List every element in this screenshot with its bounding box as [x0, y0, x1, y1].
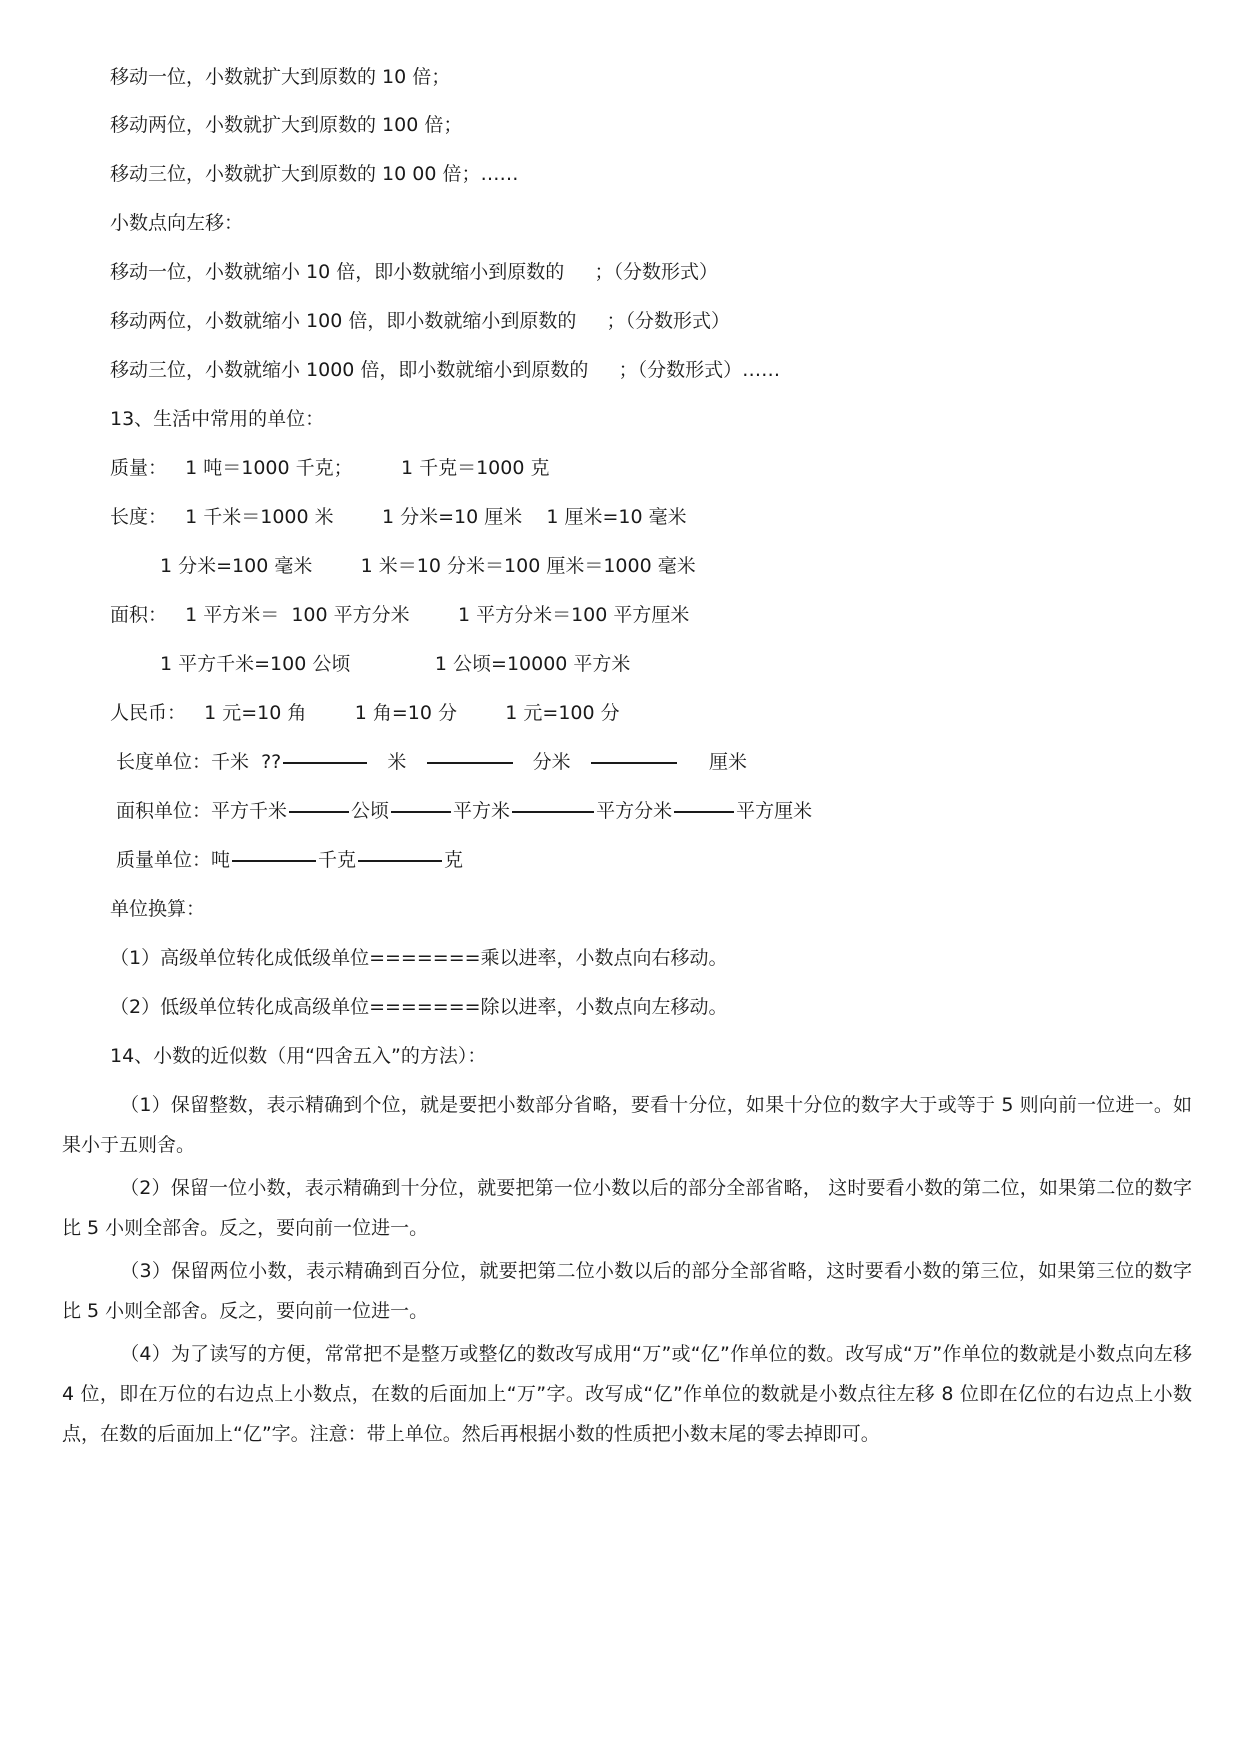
text-line: 移动两位，小数就缩小 100 倍，即小数就缩小到原数的 ；（分数形式）: [110, 310, 731, 332]
text-line: 移动三位，小数就缩小 1000 倍，即小数就缩小到原数的 ；（分数形式）……: [110, 359, 781, 381]
chain-connector: [512, 811, 594, 813]
chain-unit: 厘米: [709, 751, 748, 773]
chain-connector: [289, 811, 349, 813]
rounding-rule-paragraph: [62, 1085, 1192, 1165]
chain-unit: 平方厘米: [736, 800, 813, 822]
text-line: 单位换算：: [110, 898, 206, 920]
paragraph-text: （4）为了读写的方便，常常把不是整万或整亿的数改写成用“万”或“亿”作单位的数。改写成“万”作单位的数就是小数点向左移 4 位，即在万位的右边点上小数点，在数的后面加上“万”字。改写成“亿”作单位的数就是小数点往左移 8 位即在亿位的右边点上小数点，在数的后面加上“亿”字。注意：带上单位。然后再根据小数的性质把小数末尾的零去掉即可。: [62, 1343, 1192, 1445]
chain-unit: 吨: [211, 849, 231, 871]
text-line: 面积： 1 平方米＝ 100 平方分米 1 平方分米＝100 平方厘米: [110, 604, 690, 626]
paragraph-text: （1）保留整数，表示精确到个位，就是要把小数部分省略，要看十分位，如果十分位的数字大于或等于 5 则向前一位进一。如果小于五则舍。: [62, 1094, 1192, 1156]
text-line: 移动一位，小数就扩大到原数的 10 倍；: [110, 66, 451, 88]
section-heading: 14、小数的近似数（用“四舍五入”的方法）：: [110, 1045, 487, 1067]
text-line: 长度： 1 千米＝1000 米 1 分米=10 厘米 1 厘米=10 毫米: [110, 506, 687, 528]
chain-connector: [591, 762, 677, 764]
paragraph-text: （2）保留一位小数，表示精确到十分位，就要把第一位小数以后的部分全部省略， 这时要看小数的第二位，如果第二位的数字比 5 小则全部舍。反之，要向前一位进一。: [62, 1177, 1192, 1239]
chain-unit: 平方千米: [211, 800, 288, 822]
text-line: 1 平方千米=100 公顷 1 公顷=10000 平方米: [160, 653, 631, 675]
text-line: 移动两位，小数就扩大到原数的 100 倍；: [110, 114, 463, 136]
section-heading: 13、生活中常用的单位：: [110, 408, 325, 430]
chain-unit: 平方分米: [596, 800, 673, 822]
paragraph-text: （3）保留两位小数，表示精确到百分位，就要把第二位小数以后的部分全部省略，这时要看小数的第三位，如果第三位的数字比 5 小则全部舍。反之，要向前一位进一。: [62, 1260, 1192, 1322]
text-line: （1）高级单位转化成低级单位=======乘以进率，小数点向右移动。: [110, 947, 728, 969]
area-unit-chain: [116, 798, 812, 824]
chain-label: 面积单位：: [116, 800, 212, 822]
chain-unit: 米: [387, 751, 407, 773]
length-unit-chain: [116, 749, 747, 775]
mass-unit-chain: [116, 847, 463, 873]
chain-label: 质量单位：: [116, 849, 212, 871]
chain-connector: [358, 860, 442, 862]
text-line: 质量： 1 吨＝1000 千克； 1 千克＝1000 克: [110, 457, 550, 479]
text-line: 移动三位，小数就扩大到原数的 10 00 倍；……: [110, 163, 519, 185]
rounding-rule-paragraph: [62, 1334, 1192, 1454]
text-line: 移动一位，小数就缩小 10 倍，即小数就缩小到原数的 ；（分数形式）: [110, 261, 718, 283]
chain-label: 长度单位：: [116, 751, 212, 773]
chain-connector: [232, 860, 316, 862]
chain-connector: [283, 762, 367, 764]
text-line: （2）低级单位转化成高级单位=======除以进率，小数点向左移动。: [110, 996, 728, 1018]
chain-unit: 克: [444, 849, 464, 871]
chain-unit: 平方米: [453, 800, 511, 822]
text-line: 小数点向左移：: [110, 212, 244, 234]
chain-unit: 千米 ??: [211, 751, 282, 773]
chain-connector: [674, 811, 734, 813]
chain-unit: 分米: [532, 751, 571, 773]
chain-connector: [391, 811, 451, 813]
rounding-rule-paragraph: [62, 1168, 1192, 1248]
chain-unit: 公顷: [351, 800, 390, 822]
text-line: 1 分米=100 毫米 1 米＝10 分米＝100 厘米＝1000 毫米: [160, 555, 696, 577]
chain-unit: 千克: [318, 849, 357, 871]
rounding-rule-paragraph: [62, 1251, 1192, 1331]
chain-connector: [427, 762, 513, 764]
text-line: 人民币： 1 元=10 角 1 角=10 分 1 元=100 分: [110, 702, 620, 724]
